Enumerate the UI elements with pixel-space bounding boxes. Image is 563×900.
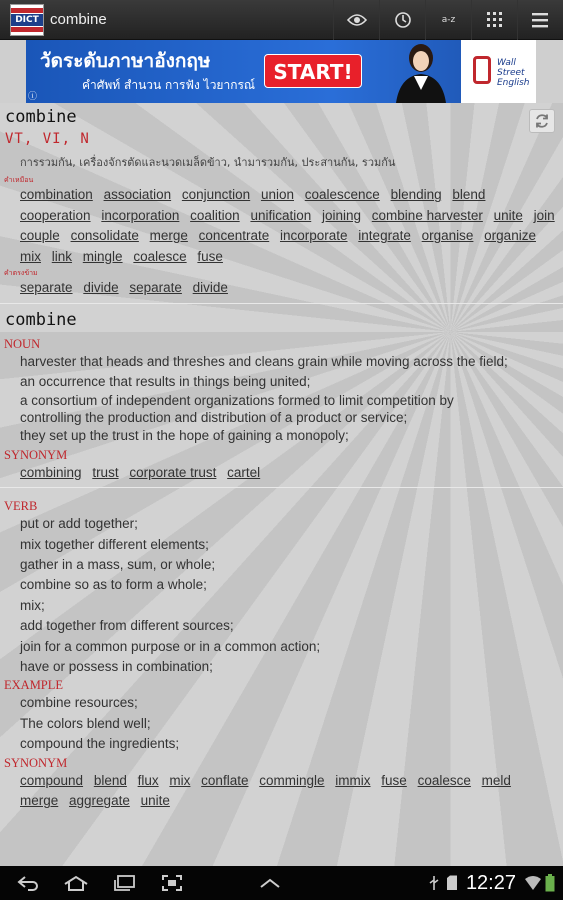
entry-headword: combine [5, 107, 77, 127]
home-icon [63, 875, 89, 891]
word-link[interactable]: commingle [259, 772, 325, 788]
refresh-button[interactable] [529, 109, 555, 133]
word-link[interactable]: cartel [227, 464, 261, 480]
battery-icon [545, 874, 555, 892]
word-link[interactable]: joining [322, 207, 362, 223]
word-link[interactable]: combination [20, 187, 93, 202]
english-noun-entry [0, 304, 563, 489]
antonym-label: คำตรงข้าม [4, 269, 38, 277]
word-link[interactable]: link [51, 248, 73, 264]
word-link[interactable]: union [260, 187, 294, 202]
menu-up-button[interactable] [246, 866, 294, 900]
example: The colors blend well; [20, 715, 151, 731]
eye-button[interactable] [333, 0, 379, 40]
word-link[interactable]: coalesce [417, 772, 471, 788]
grid-button[interactable] [471, 0, 517, 40]
word-link[interactable]: aggregate [69, 793, 130, 809]
definition: have or possess in combination; [20, 659, 213, 675]
word-link[interactable]: organise [421, 228, 474, 243]
back-button[interactable] [4, 866, 52, 900]
ad-brand-logo [461, 40, 536, 103]
word-link[interactable]: consolidate [70, 228, 139, 243]
definition: add together from different sources; [20, 618, 234, 634]
part-of-speech: VT, VI, N [5, 131, 90, 147]
noun-synonym-list [0, 463, 563, 484]
word-link[interactable]: association [103, 187, 172, 202]
sort-button[interactable]: a-z [425, 0, 471, 40]
word-link[interactable]: cooperation [20, 207, 91, 223]
word-link[interactable]: coalition [190, 207, 240, 223]
definition: controlling the production and distribution of a product or service; [20, 410, 408, 426]
word-link[interactable]: flux [137, 772, 159, 788]
word-link[interactable]: join [533, 207, 555, 223]
definition: harvester that heads and threshes and cleans grain while moving across the field; [20, 353, 508, 369]
screenshot-button[interactable] [148, 866, 196, 900]
example-label: EXAMPLE [4, 678, 64, 693]
word-link[interactable]: divide [192, 280, 228, 295]
definition: mix; [20, 597, 45, 613]
noun-definitions [0, 352, 563, 447]
example-list [0, 693, 563, 754]
word-link[interactable]: merge [149, 228, 188, 243]
word-link[interactable]: organize [484, 228, 536, 243]
word-link[interactable]: separate [129, 280, 182, 295]
example: combine resources; [20, 695, 138, 711]
word-link[interactable]: integrate [358, 228, 411, 243]
definition: an occurrence that results in things being united; [20, 373, 311, 389]
word-link[interactable]: mingle [82, 248, 123, 264]
menu-icon [531, 11, 551, 29]
example: compound the ingredients; [20, 736, 180, 752]
history-icon [394, 11, 412, 29]
word-link[interactable]: combine harvester [371, 207, 483, 223]
back-icon [16, 875, 40, 891]
english-verb-entry [0, 488, 563, 811]
word-link[interactable]: conflate [201, 772, 249, 788]
definition: put or add together; [20, 516, 138, 532]
sd-card-icon [446, 875, 458, 891]
word-link[interactable]: divide [83, 280, 119, 295]
thai-entry [0, 103, 563, 304]
screenshot-icon [161, 875, 183, 891]
word-link[interactable]: combining [20, 464, 82, 480]
word-link[interactable]: immix [335, 772, 371, 788]
ad-person-image [386, 40, 456, 103]
word-link[interactable]: blend [452, 187, 486, 202]
word-link[interactable]: coalesce [133, 248, 187, 264]
refresh-icon [534, 113, 550, 129]
eye-icon [347, 13, 367, 27]
app-logo[interactable] [10, 4, 44, 36]
noun-synonym-label: SYNONYM [4, 447, 68, 462]
definition: join for a common purpose or in a common action; [20, 638, 321, 654]
definition: mix together different elements; [20, 536, 209, 552]
dictionary-content[interactable] [0, 103, 563, 866]
antonym-list [0, 278, 563, 299]
verb-synonym-label: SYNONYM [4, 755, 68, 770]
ad-subline: คำศัพท์ สำนวน การฟัง ไวยากรณ์ [82, 78, 256, 92]
recent-apps-button[interactable] [100, 866, 148, 900]
app-logo-text: DICT [11, 14, 43, 26]
word-link[interactable]: blend [93, 772, 127, 788]
word-link[interactable]: separate [20, 280, 73, 295]
action-bar [0, 0, 563, 40]
ad-start-button[interactable]: START! [264, 54, 362, 88]
history-button[interactable] [379, 0, 425, 40]
word-link[interactable]: coalescence [304, 187, 380, 202]
ad-brand-text: Wall Street English [497, 58, 530, 88]
usb-icon [428, 875, 440, 891]
menu-button[interactable] [517, 0, 563, 40]
definition: a consortium of independent organizations formed to limit competition by [20, 393, 454, 409]
word-link[interactable]: corporate trust [129, 464, 217, 480]
word-link[interactable]: unification [250, 207, 312, 223]
wifi-icon [524, 875, 542, 891]
verb-label: VERB [4, 499, 38, 514]
word-link[interactable]: meld [481, 772, 511, 788]
clock: 12:27 [465, 871, 516, 894]
grid-icon [486, 11, 504, 29]
synonym-list [0, 185, 563, 267]
verb-definitions [0, 514, 563, 677]
recent-apps-icon [112, 875, 136, 891]
word-link[interactable]: merge [20, 793, 59, 809]
definition: combine so as to form a whole; [20, 577, 207, 593]
word-link[interactable]: fuse [197, 248, 223, 264]
word-link[interactable]: mix [20, 248, 41, 264]
word-link[interactable]: incorporate [279, 228, 348, 243]
home-button[interactable] [52, 866, 100, 900]
word-link[interactable]: blending [390, 187, 442, 202]
thai-translation: การรวมกัน, เครื่องจักรตัดและนวดเมล็ดข้าว, นำมารวมกัน, ประสานกัน, รวมกัน [20, 156, 396, 169]
verb-synonym-list [0, 771, 563, 812]
definition: gather in a mass, sum, or whole; [20, 557, 216, 573]
system-bar [0, 866, 563, 900]
ad-headline: วัดระดับภาษาอังกฤษ [40, 50, 211, 72]
synonym-label: คำเหมือน [4, 176, 34, 184]
definition: they set up the trust in the hope of gaining a monopoly; [20, 428, 349, 444]
word-link[interactable]: incorporation [101, 207, 180, 223]
word-link[interactable]: conjunction [181, 187, 251, 202]
word-link[interactable]: trust [92, 464, 119, 480]
word-link[interactable]: fuse [381, 772, 407, 788]
word-link[interactable]: mix [169, 772, 191, 788]
ad-info-icon[interactable]: ⓘ [28, 92, 38, 102]
word-link[interactable]: unite [140, 793, 170, 809]
word-link[interactable]: compound [20, 772, 84, 788]
word-link[interactable]: couple [20, 228, 60, 243]
ad-banner[interactable] [26, 40, 536, 103]
noun-label: NOUN [4, 336, 41, 351]
word-link[interactable]: unite [493, 207, 523, 223]
search-word-title[interactable]: combine [50, 11, 107, 28]
entry-headword: combine [5, 309, 77, 330]
word-link[interactable]: concentrate [198, 228, 270, 243]
chevron-up-icon [259, 877, 281, 889]
